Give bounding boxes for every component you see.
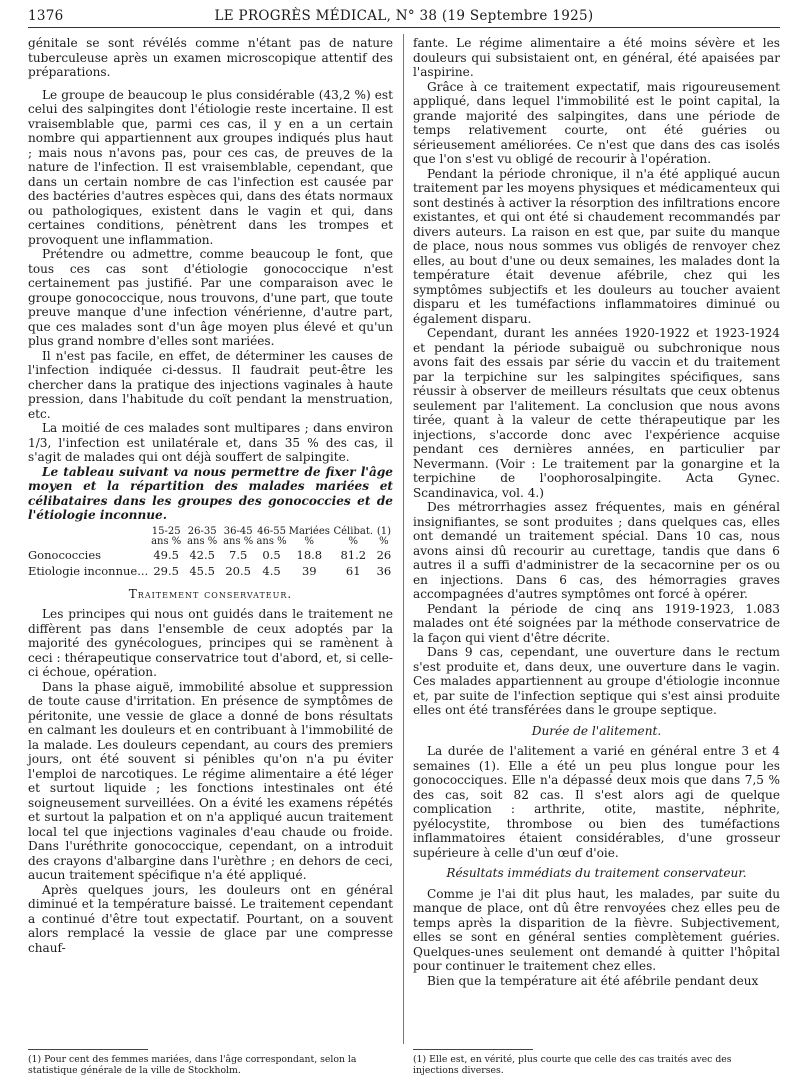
table-header-cell: 46-55 ans %	[256, 525, 287, 547]
paragraph: Dans 9 cas, cependant, une ouverture dans le rectum s'est produite et, dans deux, une ouverture dans le vagin. Ces malades appartiennent au groupe d'étiologie inconnue et, par suite de l'infection septique qui s'est ainsi produite elles ont été transférées dans le groupe septique.	[413, 645, 780, 717]
section-heading: Traitement conservateur.	[128, 586, 293, 601]
paragraph: Des métrorrhagies assez fréquentes, mais en général insignifiantes, se sont produites ; dans quelques cas, elles ont demandé un traitement spécial. Dans 10 cas, nous avons ainsi dû recourir au curettage, tandis que dans 6 autres il a suffi d'administrer de la secacornine per os ou en injections. Dans 6 cas, des hémorragies graves accompagnées d'autres symptômes ont forcé à opérer.	[413, 500, 780, 601]
subsection-heading: Résultats immédiats du traitement conservateur.	[446, 866, 747, 880]
paragraph: Dans la phase aiguë, immobilité absolue et suppression de toute cause d'irritation. En présence de symptômes de péritonite, une vessie de glace a donné de bons résultats en calmant les douleurs et en contribuant à l'immobilité de la malade. Les douleurs cependant, au cours des premiers jours, ont été souvent si pénibles qu'on n'a pu éviter l'emploi de narcotiques. Le régime alimentaire a été léger et surtout liquide ; les fonctions intestinales ont été soigneusement surveillées. On a évité les examens répétés et surtout la palpation et on n'a appliqué aucun traitement local tel que injections vaginales d'eau chaude ou froide. Dans l'uréthrite gonococcique, cependant, on a introduit des crayons d'albargine dans l'urèthre ; en dehors de ceci, aucun traitement spécifique n'a été appliqué.	[28, 679, 393, 882]
table-cell: 26	[376, 547, 392, 562]
paragraph: Le groupe de beaucoup le plus considérable (43,2 %) est celui des salpingites dont l'étiologie reste incertaine. Il est vraisemblable que, parmi ces cas, il y en a un certain nombre qui appartiennent aux groupes indiqués plus haut ; mais nous n'avons pas, pour ces cas, de preuves de la nature de l'infection. Il est vraisemblable, cependant, que dans un certain nombre de cas l'infection est causée par des bactéries d'autres espèces qui, dans des états normaux ou pathologiques, existent dans le vagin et qui, dans certaines conditions, pénètrent dans les trompes et provoquent une inflammation.	[28, 87, 393, 247]
row-label: Gonococcies	[28, 547, 102, 562]
paragraph: Les principes qui nous ont guidés dans le traitement ne diffèrent pas dans l'ensemble de ceux adoptés par la majorité des gynécologues, principes qui se ramènent à ceci : thérapeutique conservatrice tout d'abord, et, si celle-ci échoue, opération.	[28, 607, 393, 679]
running-header	[28, 6, 780, 26]
paragraph: génitale se sont révélés comme n'étant pas de nature tuberculeuse après un examen microscopique attentif des préparations.	[28, 36, 393, 79]
table-header-cell: Mariées %	[288, 525, 330, 547]
table-cell: 18.8	[296, 547, 323, 562]
table-cell: 39	[301, 563, 317, 578]
right-column	[413, 36, 780, 988]
paragraph: La moitié de ces malades sont multipares ; dans environ 1/3, l'infection est unilatérale et, dans 35 % des cas, il s'agit de malades qui ont déjà souffert de salpingite.	[28, 421, 393, 464]
paragraph: Il n'est pas facile, en effet, de déterminer les causes de l'infection indiquée ci-dessus. Il faudrait peut-être les chercher dans la pratique des injections vaginales à haute pression, dans l'habitude du coït pendant la menstruation, etc.	[28, 348, 393, 421]
table-header-cell	[28, 527, 148, 547]
table-row	[28, 563, 393, 579]
table-cell: 49.5	[153, 547, 179, 562]
paragraph: Pendant la période de cinq ans 1919-1923, 1.083 malades ont été soignées par la méthode conservatrice de la façon qui vient d'être décrite.	[413, 601, 780, 645]
table-header-cell: 15-25 ans %	[151, 525, 182, 547]
row-label: Etiologie inconnue...	[28, 563, 149, 578]
footnote-right: (1) Elle est, en vérité, plus courte que celle des cas traités avec des injections diverses.	[413, 1054, 732, 1076]
page-number: 1376	[28, 8, 64, 24]
subsection-heading: Durée de l'alitement.	[531, 723, 662, 738]
table-cell: 4.5	[262, 563, 281, 578]
table-row	[28, 547, 393, 563]
running-title: LE PROGRÈS MÉDICAL, N° 38 (19 Septembre 1925)	[214, 8, 594, 24]
table-cell: 0.5	[262, 547, 281, 562]
age-distribution-table	[28, 527, 393, 579]
table-cell: 7.5	[229, 547, 248, 562]
header-rule	[28, 27, 780, 28]
table-cell: 36	[376, 563, 392, 578]
paragraph: Cependant, durant les années 1920-1922 et 1923-1924 et pendant la période subaiguë ou subchronique nous avons fait des essais par série du vaccin et du traitement par la terpichine sur les salpingites spécifiques, sans réussir à observer de meilleurs résultats que ceux obtenus seulement par l'alitement. La conclusion que nous avons tirée, quant à la valeur de cette thérapeutique par les injections, s'accorde donc avec l'expérience acquise pendant ces dernières années, en particulier par Nevermann. (Voir : Le traitement par la gonargine et la terpichine de l'oophorosalpingite. Acta Gynec. Scandinavica, vol. 4.)	[413, 326, 780, 500]
table-header-cell: 26-35 ans %	[187, 525, 218, 547]
paragraph: Prétendre ou admettre, comme beaucoup le font, que tous ces cas sont d'étiologie gonococcique n'est certainement pas justifié. Par une comparaison avec le groupe gonococcique, nous trouvons, d'une part, que toute preuve manque d'une infection vénérienne, d'autre part, que ces malades sont d'un âge moyen plus élevé et qu'un plus grand nombre d'elles sont mariées.	[28, 247, 393, 348]
footnote-rule	[413, 1049, 533, 1050]
paragraph: fante. Le régime alimentaire a été moins sévère et les douleurs qui subsistaient ont, en général, été apaisées par l'aspirine.	[413, 36, 780, 79]
paragraph: La durée de l'alitement a varié en général entre 3 et 4 semaines (1). Elle a été un peu plus longue pour les gonococciques. Elle n'a dépassé deux mois que dans 7,5 % des cas, soit 82 cas. Il s'est alors agi de quelque complication : arthrite, otite, mastite, néphrite, pyélocystite, thrombose ou bien des tuméfactions inflammatoires étaient considérables, d'une grosseur supérieure à celle d'un œuf d'oie.	[413, 744, 780, 860]
table-intro: Le tableau suivant va nous permettre de fixer l'âge moyen et la répartition des malades mariées et célibataires dans les groupes des gonococcies et de l'étiologie inconnue.	[28, 464, 393, 522]
table-cell: 29.5	[153, 563, 179, 578]
paragraph: Grâce à ce traitement expectatif, mais rigoureusement appliqué, dans lequel l'immobilité est le point capital, la grande majorité des salpingites, dans une période de temps relativement courte, ont été guéries ou sérieusement améliorées. Ce n'est que dans des cas isolés que l'on s'est vu obligé de recourir à l'opération.	[413, 79, 780, 166]
table-cell: 45.5	[189, 563, 215, 578]
column-divider	[403, 34, 404, 1044]
left-column	[28, 36, 393, 955]
paragraph: Bien que la température ait été afébrile pendant deux	[427, 973, 759, 988]
footnote-rule	[28, 1049, 148, 1050]
table-header-cell: (1) %	[376, 525, 391, 547]
footnote-left: (1) Pour cent des femmes mariées, dans l'âge correspondant, selon la statistique générale de la ville de Stockholm.	[28, 1054, 357, 1076]
table-cell: 42.5	[189, 547, 215, 562]
table-cell: 81.2	[340, 547, 367, 562]
table-cell: 20.5	[225, 563, 251, 578]
paragraph: Comme je l'ai dit plus haut, les malades, par suite du manque de place, ont dû être renvoyées chez elles peu de temps après la disparition de la fièvre. Subjectivement, elles se sont en général senties complètement guéries. Quelques-unes seulement ont demandé à quitter l'hôpital pour continuer le traitement chez elles.	[413, 886, 780, 973]
table-cell: 61	[345, 563, 361, 578]
paragraph: Après quelques jours, les douleurs ont en général diminué et la température baissé. Le traitement cependant a continué d'être tout expectatif. Pourtant, on a souvent alors remplacé la vessie de glace par une compresse chauf-	[28, 882, 393, 955]
paragraph: Pendant la période chronique, il n'a été appliqué aucun traitement par les moyens physiques et médicamenteux qui sont destinés à activer la résorption des infiltrations encore existantes, et qui ont été si chaudement recommandés par divers auteurs. La raison en est que, par suite du manque de place, nous nous sommes vus obligés de renvoyer chez elles, au bout d'une ou deux semaines, les malades dont la température était devenue afébrile, chez qui les symptômes subjectifs et les douleurs au toucher avaient disparu et les tuméfactions inflammatoires diminué ou également disparu.	[413, 166, 780, 326]
table-header-cell: Célibat. %	[333, 525, 374, 547]
table-header-cell: 36-45 ans %	[223, 525, 254, 547]
